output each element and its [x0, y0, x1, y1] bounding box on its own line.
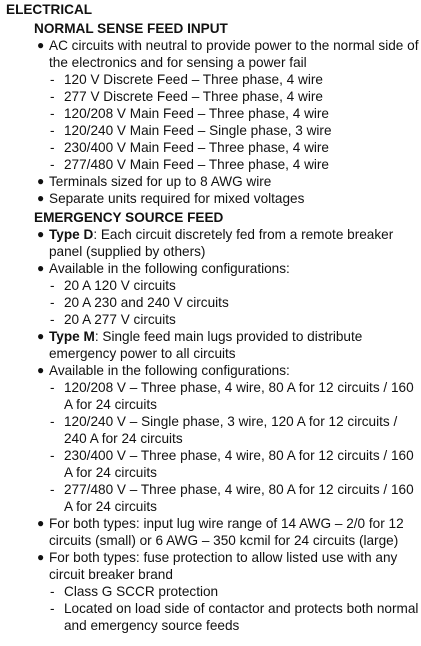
- config-item: 20 A 230 and 240 V circuits: [64, 295, 229, 310]
- type-d-label: Type D: [49, 227, 94, 242]
- list-item: [50, 277, 421, 294]
- list-item: [37, 515, 421, 549]
- list-item: [37, 328, 421, 362]
- type-m-text: : Single feed main lugs provided to distribute emergency power to all circuits: [49, 329, 363, 361]
- type-m-label: Type M: [49, 329, 95, 344]
- feed-list: [49, 71, 421, 173]
- feed-item: 277/480 V Main Feed – Three phase, 4 wire: [64, 157, 329, 172]
- bullet-text: AC circuits with neutral to provide power to the normal side of the electronics and for sensing a power fail: [49, 38, 419, 70]
- dash-icon: -: [50, 278, 55, 293]
- bullet-icon: ●: [37, 329, 45, 343]
- bullet-text: Terminals sized for up to 8 AWG wire: [49, 174, 272, 189]
- dash-icon: -: [50, 295, 55, 310]
- bullet-icon: ●: [37, 227, 45, 241]
- normal-sense-title: NORMAL SENSE FEED INPUT: [34, 21, 228, 36]
- config-item: 230/400 V – Three phase, 4 wire, 80 A for 12 circuits / 160 A for 24 circuits: [64, 448, 414, 480]
- list-item: [50, 105, 421, 122]
- bullet-icon: ●: [37, 550, 45, 564]
- dash-icon: -: [50, 106, 55, 121]
- bullet-text: Available in the following configurations:: [49, 363, 290, 378]
- type-m-config-list: [49, 379, 421, 515]
- bullet-text: For both types: fuse protection to allow listed use with any circuit breaker brand: [49, 550, 398, 582]
- bullet-icon: ●: [37, 191, 45, 205]
- list-item: [50, 88, 421, 105]
- fuse-list: [49, 583, 421, 634]
- list-item: [50, 447, 421, 481]
- config-item: 120/240 V – Single phase, 3 wire, 120 A for 12 circuits / 240 A for 24 circuits: [64, 414, 398, 446]
- list-item: [50, 311, 421, 328]
- dash-icon: -: [50, 89, 55, 104]
- dash-icon: -: [50, 312, 55, 327]
- list-item: [50, 122, 421, 139]
- dash-icon: -: [50, 72, 55, 87]
- dash-icon: -: [50, 380, 55, 395]
- emergency-source-list: [6, 226, 421, 634]
- dash-icon: -: [50, 448, 55, 463]
- list-item: [50, 600, 421, 634]
- list-item: [50, 583, 421, 600]
- bullet-icon: ●: [37, 363, 45, 377]
- list-item: [37, 549, 421, 634]
- list-item: [50, 481, 421, 515]
- feed-item: 230/400 V Main Feed – Three phase, 4 wire: [64, 140, 329, 155]
- dash-icon: -: [50, 601, 55, 616]
- bullet-icon: ●: [37, 174, 45, 188]
- list-item: [37, 226, 421, 260]
- config-item: 120/208 V – Three phase, 4 wire, 80 A for 12 circuits / 160 A for 24 circuits: [64, 380, 414, 412]
- list-item: [37, 362, 421, 515]
- dash-icon: -: [50, 584, 55, 599]
- fuse-item: Class G SCCR protection: [64, 584, 219, 599]
- list-item: [50, 139, 421, 156]
- fuse-item: Located on load side of contactor and protects both normal and emergency source feeds: [64, 601, 419, 633]
- normal-sense-list: [6, 37, 421, 207]
- config-item: 20 A 120 V circuits: [64, 278, 176, 293]
- type-d-text: : Each circuit discretely fed from a remote breaker panel (supplied by others): [49, 227, 394, 259]
- bullet-icon: ●: [37, 261, 45, 275]
- dash-icon: -: [50, 123, 55, 138]
- bullet-text: Separate units required for mixed voltages: [49, 191, 305, 206]
- dash-icon: -: [50, 157, 55, 172]
- list-item: [37, 37, 421, 173]
- list-item: [50, 379, 421, 413]
- config-item: 20 A 277 V circuits: [64, 312, 176, 327]
- list-item: [37, 260, 421, 328]
- list-item: [50, 413, 421, 447]
- list-item: [50, 294, 421, 311]
- section-heading: ELECTRICAL: [6, 2, 93, 17]
- list-item: [50, 71, 421, 88]
- feed-item: 120/208 V Main Feed – Three phase, 4 wire: [64, 106, 329, 121]
- type-d-config-list: [49, 277, 421, 328]
- bullet-text: Available in the following configurations:: [49, 261, 290, 276]
- dash-icon: -: [50, 140, 55, 155]
- list-item: [37, 190, 421, 207]
- emergency-source-title: EMERGENCY SOURCE FEED: [34, 210, 224, 225]
- list-item: [50, 156, 421, 173]
- config-item: 277/480 V – Three phase, 4 wire, 80 A for 12 circuits / 160 A for 24 circuits: [64, 482, 414, 514]
- bullet-icon: ●: [37, 38, 45, 52]
- bullet-text: For both types: input lug wire range of 14 AWG – 2/0 for 12 circuits (small) or 6 AWG – 350 kcmil for 24 circuits (large): [49, 516, 404, 548]
- dash-icon: -: [50, 482, 55, 497]
- list-item: [37, 173, 421, 190]
- bullet-icon: ●: [37, 516, 45, 530]
- dash-icon: -: [50, 414, 55, 429]
- feed-item: 120 V Discrete Feed – Three phase, 4 wire: [64, 72, 323, 87]
- feed-item: 277 V Discrete Feed – Three phase, 4 wire: [64, 89, 323, 104]
- feed-item: 120/240 V Main Feed – Single phase, 3 wire: [64, 123, 332, 138]
